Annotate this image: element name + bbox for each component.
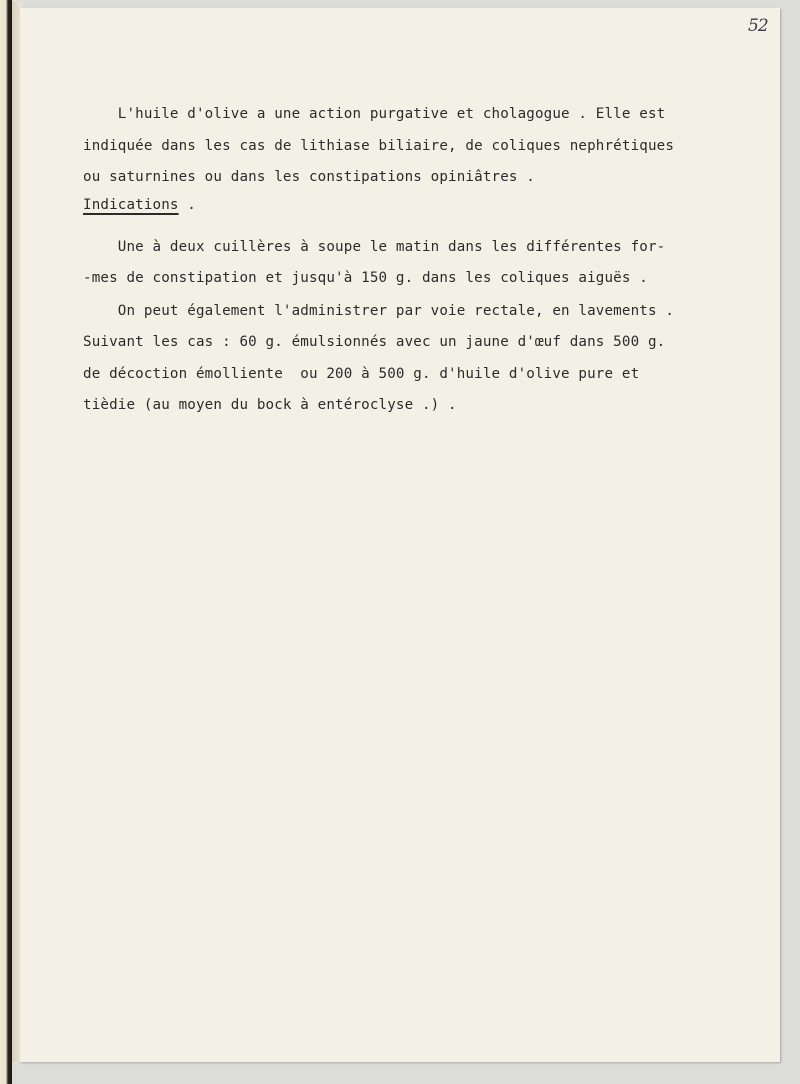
paragraph-3-line-3: de décoction émolliente ou 200 à 500 g. d'huile d'olive pure et [83,366,640,382]
paragraph-3-line-4: tièdie (au moyen du bock à entéroclyse .) . [83,397,457,413]
paragraph-3-line-1: On peut également l'administrer par voie rectale, en lavements . [83,303,675,319]
paragraph-1-line-1: L'huile d'olive a une action purgative et cholagogue . Elle est [83,106,666,122]
book-binding-edge [0,0,12,1084]
paragraph-3-line-2: Suivant les cas : 60 g. émulsionnés avec un jaune d'œuf dans 500 g. [83,334,666,350]
paragraph-1-line-3: ou saturnines ou dans les constipations opiniâtres . [83,169,535,185]
paragraph-1-line-2: indiquée dans les cas de lithiase biliaire, de coliques nephrétiques [83,138,675,154]
section-heading [83,197,196,213]
typewritten-page [20,8,780,1062]
paragraph-2-line-1: Une à deux cuillères à soupe le matin dans les différentes for- [83,239,666,255]
paragraph-2-line-2: -mes de constipation et jusqu'à 150 g. dans les coliques aiguës . [83,270,648,286]
indications-heading: Indications [83,197,179,213]
heading-suffix: . [178,197,196,213]
page-number: 52 [748,16,768,36]
